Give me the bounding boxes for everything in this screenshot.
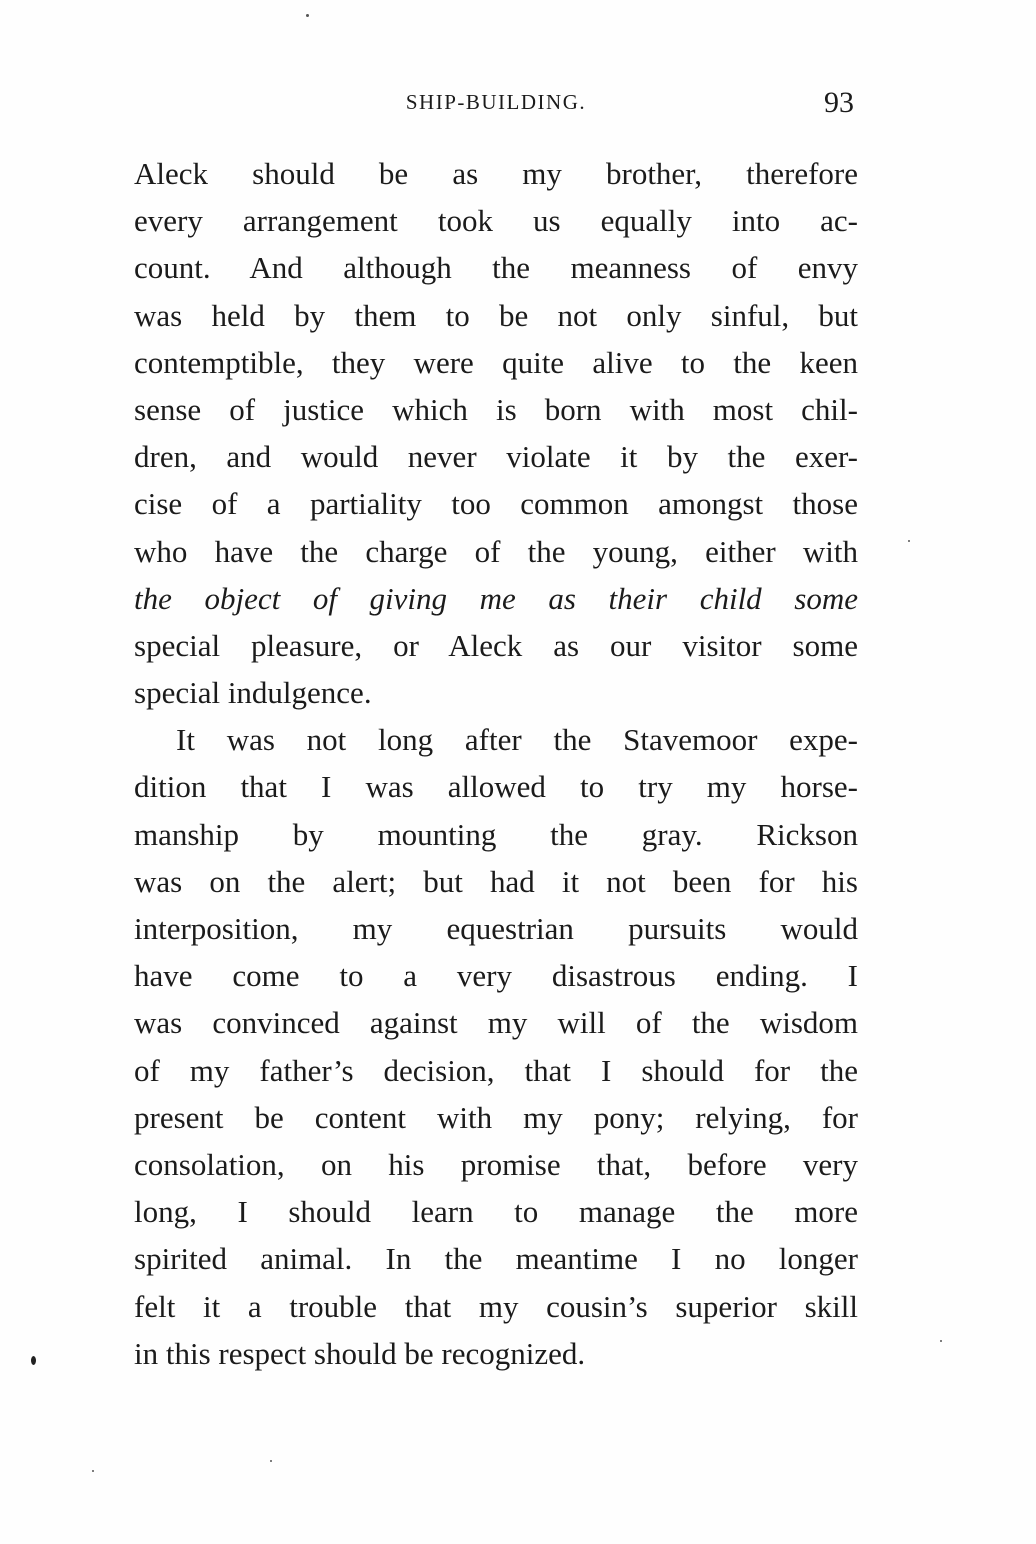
- body-text: [134, 150, 858, 1377]
- scan-speck: [92, 1470, 94, 1472]
- text-line-paragraph-end: in this respect should be recognized.: [134, 1335, 586, 1371]
- text-line: was held by them to be not only sinful, but: [134, 297, 858, 333]
- text-line-paragraph-end: special indulgence.: [134, 675, 372, 711]
- scan-speck: [31, 1356, 36, 1365]
- scan-speck: [908, 540, 910, 542]
- running-title: SHIP-BUILDING.: [405, 90, 587, 114]
- text-line: count. And although the meanness of envy: [134, 250, 858, 286]
- text-line: every arrangement took us equally into ac-: [134, 203, 858, 239]
- text-line: have come to a very disastrous ending. I: [134, 958, 858, 994]
- scan-speck: [270, 1460, 272, 1462]
- text-line: who have the charge of the young, either with: [134, 533, 858, 569]
- text-line: dren, and would never violate it by the exer-: [134, 439, 858, 475]
- text-line-italic: the object of giving me as their child some: [134, 580, 858, 616]
- text-line: cise of a partiality too common amongst those: [134, 486, 858, 522]
- scan-speck: [306, 14, 309, 17]
- text-line: spirited animal. In the meantime I no longer: [134, 1241, 858, 1277]
- text-line: sense of justice which is born with most chil-: [134, 391, 858, 427]
- text-line: manship by mounting the gray. Rickson: [134, 816, 858, 852]
- text-line: of my father’s decision, that I should for the: [134, 1052, 858, 1088]
- running-head: [134, 86, 858, 126]
- text-line: special pleasure, or Aleck as our visitor some: [134, 627, 858, 663]
- text-line: was on the alert; but had it not been for his: [134, 863, 858, 899]
- scan-speck: [940, 1340, 942, 1342]
- text-line: long, I should learn to manage the more: [134, 1194, 858, 1230]
- text-line: contemptible, they were quite alive to the keen: [134, 344, 858, 380]
- page-number: 93: [824, 86, 854, 119]
- text-line: interposition, my equestrian pursuits would: [134, 911, 858, 946]
- text-line-paragraph-start: It was not long after the Stavemoor expe-: [176, 722, 858, 758]
- text-line: felt it a trouble that my cousin’s superior skill: [134, 1288, 858, 1324]
- text-line: was convinced against my will of the wisdom: [134, 1005, 858, 1041]
- text-line: Aleck should be as my brother, therefore: [134, 156, 858, 191]
- text-line: dition that I was allowed to try my horse-: [134, 769, 858, 805]
- text-line: present be content with my pony; relying, for: [134, 1099, 858, 1135]
- text-line: consolation, on his promise that, before very: [134, 1146, 858, 1182]
